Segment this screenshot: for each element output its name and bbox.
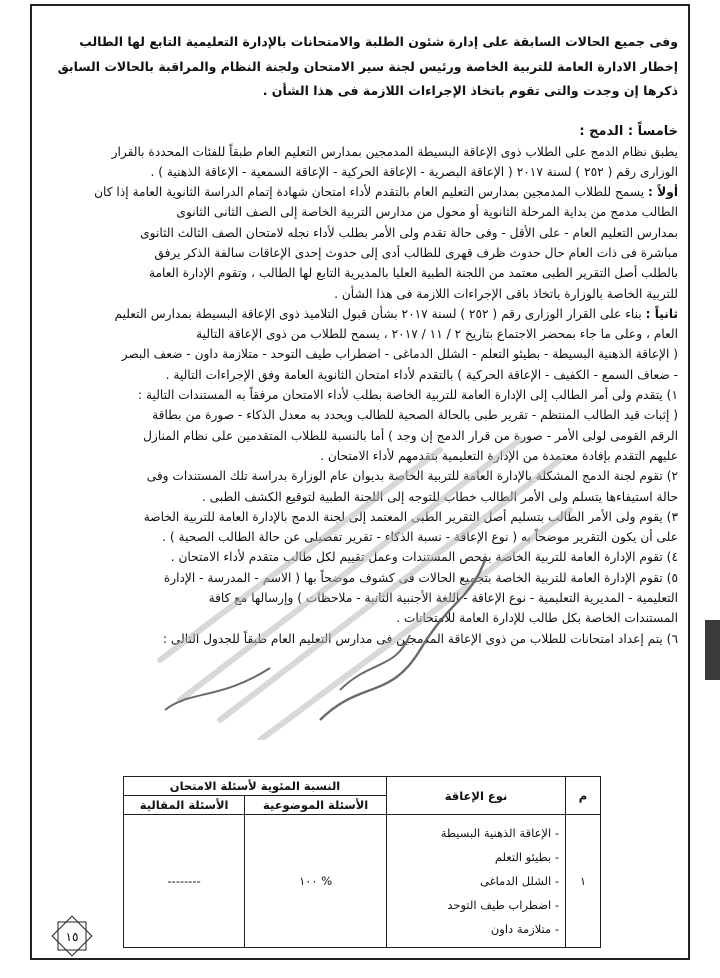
- list-line: ١) يتقدم ولى أمر الطالب إلى الإدارة العامة للتربية الخاصة بطلب لأداء الامتحان مرفقاً به المستندات التالية :: [138, 388, 678, 403]
- first-line: بالطلب أصل التقرير الطبى معتمد من اللجنة الطبية العليا بالمديرية التابع لها الطالب ، وتقوم الإدارة العامة: [148, 266, 678, 281]
- list-line: عليهم التقدم بإفادة معتمدة من الإدارة التعليمية بتقدمهم لأداء الامتحان .: [320, 448, 678, 463]
- list-line: ٥) تقوم الإدارة العامة للتربية الخاصة بتجميع الحالات فى كشوف موضحاً بها ( الاسم - المدرسة - الإدارة: [163, 570, 678, 585]
- list-line: المستندات الخاصة بكل طالب للإدارة العامة للامتحانات .: [396, 611, 678, 626]
- disability-list: [387, 815, 566, 948]
- exam-table-wrapper: [123, 776, 601, 948]
- disability-item: - اضطراب طيف التوحد: [447, 898, 559, 912]
- col-num-header: م: [566, 777, 601, 815]
- intro-line: وفى جميع الحالات السابقة على إدارة شئون الطلبة والامتحانات بالإدارة التعليمية التابع لها الطالب: [79, 34, 678, 49]
- document-body: [46, 30, 678, 649]
- section-title: خامساً : الدمج :: [579, 123, 678, 139]
- row-number: ١: [566, 815, 601, 948]
- list-line: على أن يكون التقرير موضحاً به ( نوع الإعاقة - نسبة الذكاء - تقرير تفصيلى عن حالة الطالب الصحية ) .: [162, 530, 678, 545]
- list-item-6: [46, 629, 678, 649]
- list-line: التعليمية - المديرية التعليمية - نوع الإعاقة - اللغة الأجنبية الثانية - ملاحظات ) وإرسالها مع كافة: [208, 591, 678, 606]
- first-line: بمدارس التعليم العام - على الأقل - وفى حالة تقدم ولى الأمر بطلب لأداء نجله لامتحان الصف الثالث الثانوى: [140, 225, 678, 240]
- col-type-header: نوع الإعاقة: [387, 777, 566, 815]
- table-row: [124, 815, 601, 948]
- list-item-5: [46, 568, 678, 629]
- col-pct-header: النسبة المئوية لأسئلة الامتحان: [124, 777, 387, 796]
- second-line-text: بناء على القرار الوزارى رقم ( ٢٥٢ ) لسنة ٢٠١٧ بشأن قبول التلاميذ ذوى الإعاقة البسيطة بمدارس التعليم: [114, 306, 646, 321]
- second-paragraph: [46, 304, 678, 385]
- intro-line: إخطار الادارة العامة للتربية الخاصة ورئيس لجنة سير الامتحان ولجنة النظام والمراقبة بالحالات السابق: [57, 58, 678, 74]
- essay-value: --------: [124, 815, 245, 948]
- list-item-4: [46, 547, 678, 567]
- list-item-1: [46, 385, 678, 466]
- first-line: [46, 182, 678, 202]
- list-line: ٢) تقوم لجنة الدمج المشكلة بالإدارة العامة للتربية الخاصة بديوان عام الوزارة بدراسة تلك المستندات وفى: [146, 469, 678, 484]
- intro-line: ذكرها إن وجدت والتى تقوم باتخاذ الإجراءات اللازمة فى هذا الشأن .: [262, 83, 678, 98]
- list-item-2: [46, 466, 678, 507]
- second-label: ثانياً :: [645, 306, 678, 321]
- list-line: ٤) تقوم الإدارة العامة للتربية الخاصة بفحص المستندات وعمل تقييم لكل طالب متقدم لأداء الامتحان .: [170, 550, 678, 565]
- section-intro: [46, 142, 678, 183]
- exam-table: [123, 776, 601, 948]
- first-label: أولاً :: [648, 185, 678, 200]
- disability-item: - بطيئو التعلم: [494, 850, 559, 864]
- first-line: للتربية الخاصة بالوزارة باتخاذ باقى الإجراءات اللازمة فى هذا الشأن .: [334, 286, 678, 301]
- disability-item: - متلازمة داون: [490, 922, 559, 936]
- section-intro-line: يطبق نظام الدمج على الطلاب ذوى الإعاقة البسيطة المدمجين بمدارس التعليم العام طبقاً للفئات المحددة بالقرار: [111, 144, 678, 159]
- list-line: ٣) يقوم ولى الأمر الطالب بتسليم أصل التقرير الطبى المعتمد إلى لجنة الدمج بالإدارة العامة للتربية الخاصة: [143, 509, 678, 524]
- first-line-text: يسمح للطلاب المدمجين بمدارس التعليم العام بالتقدم لأداء امتحان شهادة إتمام الدراسة الثانوية العامة إذا كان: [94, 185, 649, 200]
- second-line: العام ، وعلى ما جاء بمحضر الاجتماع بتاريخ ٢ / ١١ / ٢٠١٧ ، يسمح للطلاب من ذوى الإعاقة التالية: [196, 327, 678, 342]
- objective-value: ١٠٠ %: [245, 815, 387, 948]
- col-objective-header: الأسئلة الموضوعية: [245, 796, 387, 815]
- disability-item: - الإعاقة الذهنية البسيطة: [440, 826, 559, 840]
- list-line: ٦) يتم إعداد امتحانات للطلاب من ذوى الإعاقة المدمجين فى مدارس التعليم العام طبقاً للجدول التالى :: [162, 631, 678, 646]
- col-essay-header: الأسئلة المقالية: [124, 796, 245, 815]
- list-line: حالة استيفاءها يتسلم ولى الأمر الطالب خطاب للتوجه إلى اللجنة الطبية لتوقيع الكشف الطبى .: [201, 489, 678, 504]
- side-edge-mark: [705, 620, 720, 680]
- list-item-3: [46, 507, 678, 548]
- first-paragraph: [46, 182, 678, 304]
- first-line: الطالب مدمج من بداية المرحلة الثانوية أو محول من مدارس التربية الخاصة إلى الصف الثانى الثانوى: [176, 205, 678, 220]
- first-line: مباشرة فى ذات العام حال حدوث ظرف قهرى للطالب أدى إلى حدوث إحدى الإعاقات سالفة الذكر يرفق: [154, 245, 678, 260]
- second-line: [46, 304, 678, 324]
- page-number-badge: [50, 914, 94, 958]
- second-line: - ضعاف السمع - الكفيف - الإعاقة الحركية ) بالتقدم لأداء امتحان الثانوية العامة وفق الإجراءات التالية .: [165, 367, 678, 382]
- second-line: ( الإعاقة الذهنية البسيطة - بطيئو التعلم - الشلل الدماغى - اضطراب طيف التوحد - متلازمة داون - ضعف البصر: [121, 347, 678, 362]
- list-line: ( إثبات قيد الطالب المنتظم - تقرير طبى بالحالة الصحية للطالب ويحدد به معدل الذكاء - صورة من بطاقة: [152, 408, 678, 423]
- page-number: ١٥: [65, 930, 79, 944]
- list-line: الرقم القومى لولى الأمر - صورة من قرار الدمج إن وجد ) أما بالنسبة للطلاب المتقدمين على نظام المنازل: [143, 428, 678, 443]
- disability-item: - الشلل الدماغى: [480, 874, 559, 888]
- intro-paragraph: [46, 30, 678, 104]
- section-intro-line: الوزارى رقم ( ٢٥٢ ) لسنة ٢٠١٧ ( الإعاقة البصرية - الإعاقة الحركية - الإعاقة السمعية - الإعاقة الذهنية ) .: [150, 164, 678, 179]
